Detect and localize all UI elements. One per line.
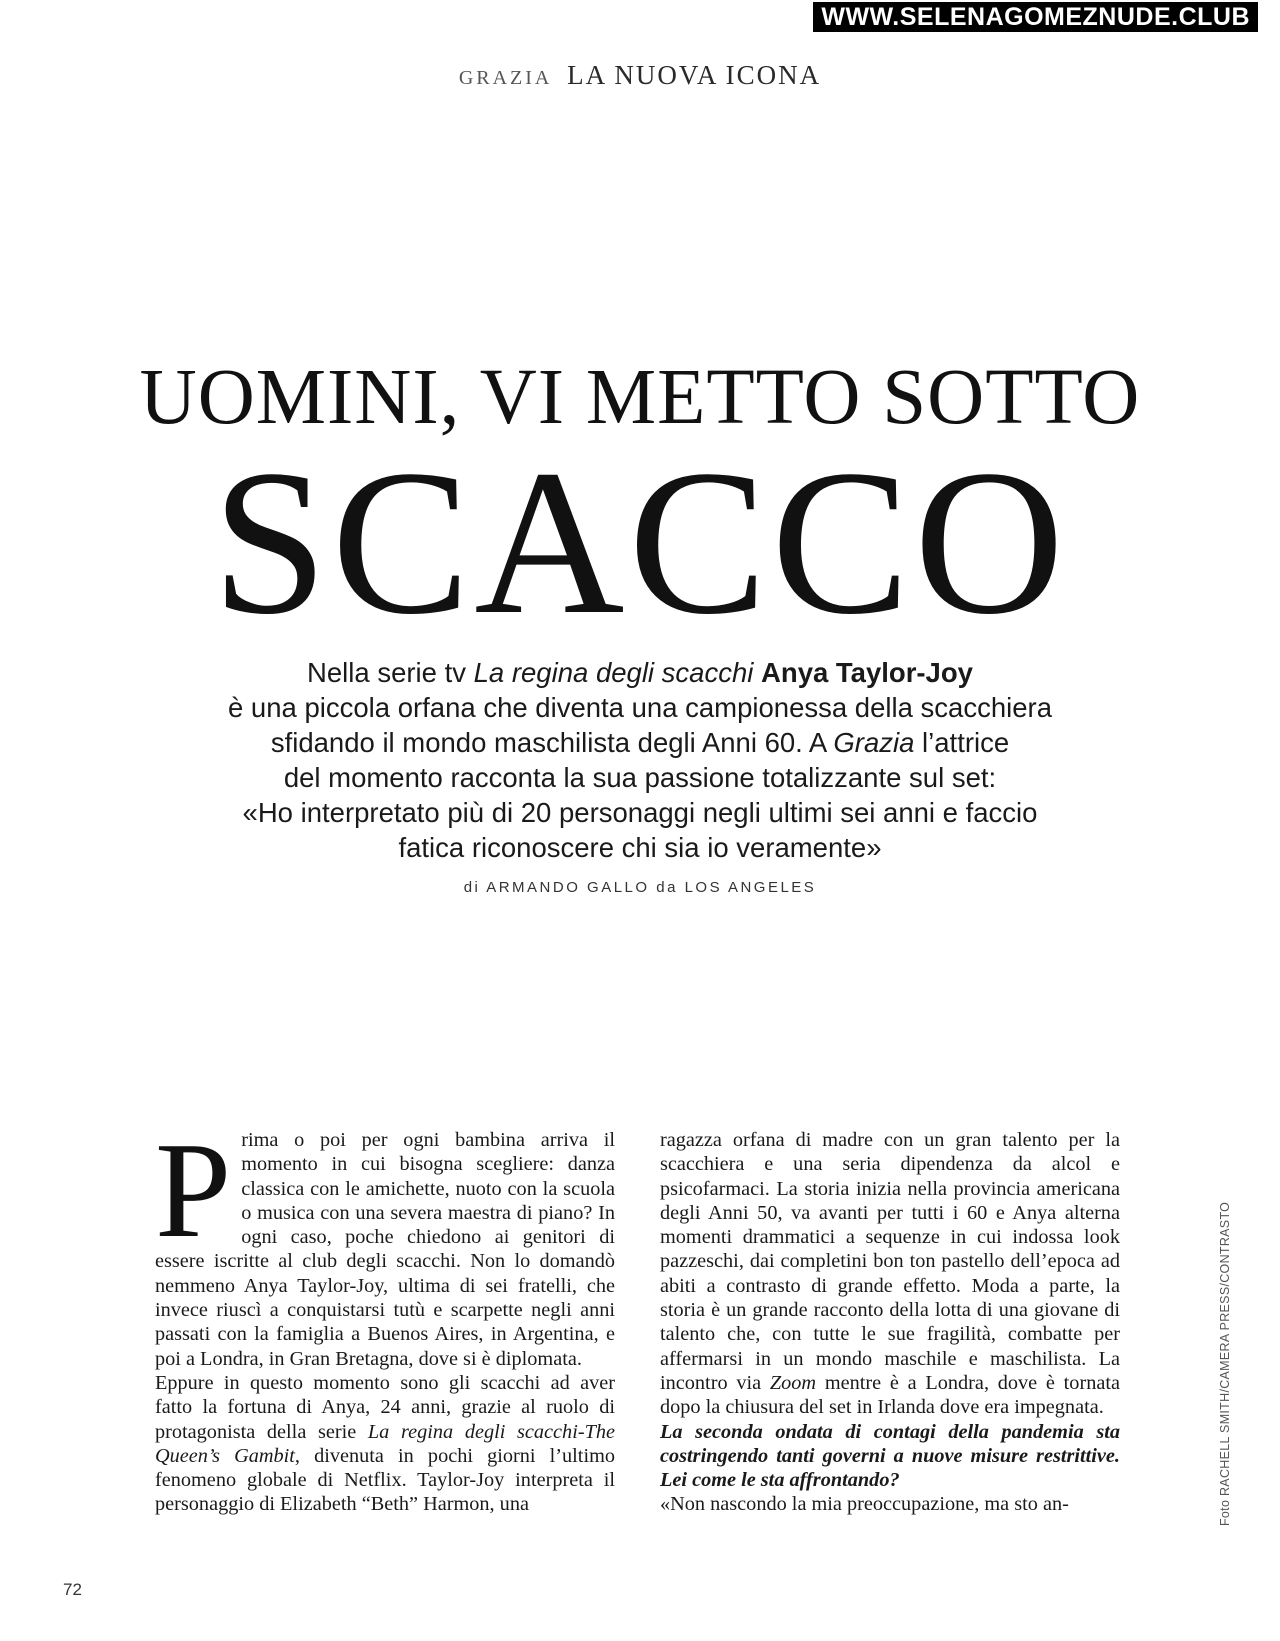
photo-credit: Foto RACHELL SMITH/CAMERA PRESS/CONTRASTO <box>1218 1201 1232 1526</box>
deck-line: è una piccola orfana che diventa una campionessa della scacchiera <box>228 692 1052 723</box>
body-text: mentre è a Londra, dove è tornata dopo la chiusura del set in Irlanda dove era impegnata. <box>660 1371 1120 1419</box>
body-paragraph <box>660 1128 1120 1420</box>
watermark-banner: WWW.SELENAGOMEZNUDE.CLUB <box>813 2 1258 32</box>
deck-line: del momento racconta la sua passione totalizzante sul set: <box>283 762 997 793</box>
page-number: 72 <box>63 1580 82 1599</box>
section-header <box>0 60 1280 91</box>
headline-line-1: UOMINI, VI METTO SOTTO <box>139 354 1141 441</box>
body-paragraph <box>155 1371 615 1517</box>
series-title-italic: La regina degli scacchi-The Queen’s Gambit <box>155 1420 616 1467</box>
deck-text: sfidando il mondo maschilista degli Anni 60. A <box>270 727 834 758</box>
deck-text: l’attrice <box>914 727 1010 758</box>
headline-line-2: SCACCO <box>211 427 1069 657</box>
deck-line: fatica riconoscere chi sia io veramente» <box>398 832 882 863</box>
deck-line: «Ho interpretato più di 20 personaggi negli ultimi sei anni e faccio <box>242 797 1038 828</box>
body-column-left <box>155 1114 616 1517</box>
deck-series-title: La regina degli scacchi <box>473 657 754 688</box>
deck-line <box>0 655 1280 690</box>
magazine-logo: GRAZIA <box>458 67 553 89</box>
byline: di ARMANDO GALLO da LOS ANGELES <box>463 879 817 896</box>
body-text: Eppure in questo momento sono gli scacchi ad aver fatto la fortuna di Anya, 24 anni, grazie al ruolo di protagonista della serie <box>155 1371 615 1443</box>
deck-line <box>0 725 1280 760</box>
deck-text: Nella serie tv <box>307 657 474 688</box>
interview-question: La seconda ondata di contagi della pandemia sta costringendo tanti governi a nuove misure restrittive. Lei come le sta affrontando? <box>660 1420 1120 1492</box>
deck-magazine-name: Grazia <box>833 727 915 758</box>
zoom-italic: Zoom <box>769 1371 817 1394</box>
body-paragraph: rima o poi per ogni bambina arriva il momento in cui bisogna scegliere: danza classica con le amichette, nuoto con la scuola o musica con una severa maestra di piano? In ogni caso, poche chiedono ai genitori di essere iscritte al club degli scacchi. Non lo domandò nemmeno Anya Taylor-Joy, ultima di sei fratelli, che invece riuscì a conquistarsi tutù e scarpette negli anni passati con la famiglia a Buenos Aires, in Argentina, e poi a Londra, in Gran Bretagna, dove si è diplomata. <box>155 1129 615 1370</box>
drop-cap: P <box>155 1114 232 1266</box>
deck-actress-name: Anya Taylor-Joy <box>761 657 973 688</box>
section-title: LA NUOVA ICONA <box>567 60 822 90</box>
body-column-right <box>660 1128 1120 1517</box>
body-text: ragazza orfana di madre con un gran talento per la scacchiera e una seria dipendenza da alcol e psicofarmaci. La storia inizia nella provincia americana degli Anni 50, va avanti per tutti i 60 e Anya alterna momenti drammatici a sequenze in cui indossa look pazzeschi, dai completini bon ton pastello dell’epoca ad abiti a contrasto di grande effetto. Moda a parte, la storia è un grande racconto della lotta di una giovane di talento che, con tutte le sue fragilità, combatte per affermarsi in un mondo maschile e maschilista. La incontro via <box>660 1129 1120 1394</box>
body-text: , divenuta in pochi giorni l’ultimo fenomeno globale di Netflix. Taylor-Joy interpreta il personaggio di Elizabeth “Beth” Harmon, una <box>155 1444 615 1516</box>
interview-answer: «Non nascondo la mia preoccupazione, ma sto an- <box>660 1493 1069 1516</box>
article-deck <box>0 655 1280 865</box>
